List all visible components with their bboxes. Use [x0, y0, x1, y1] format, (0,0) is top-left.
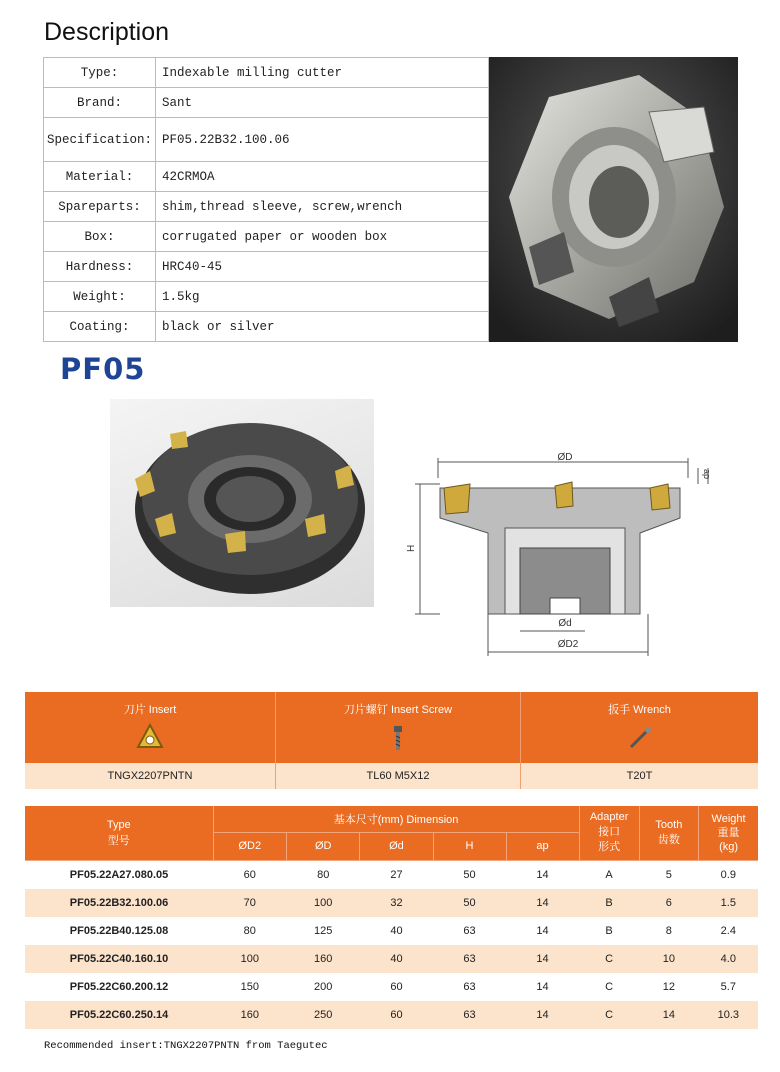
- dim-label-d: Ød: [558, 618, 572, 629]
- table-cell: 8: [639, 917, 698, 945]
- table-cell: C: [579, 945, 639, 973]
- spec-key: Spareparts:: [44, 192, 156, 222]
- spec-row: [44, 192, 489, 222]
- table-cell: 14: [506, 1001, 579, 1029]
- table-cell: 50: [433, 860, 506, 889]
- weight-header: [699, 806, 758, 860]
- table-cell: 60: [213, 860, 287, 889]
- table-cell: 14: [639, 1001, 698, 1029]
- screw-icon: [383, 723, 413, 753]
- technical-drawing: [406, 448, 750, 662]
- table-row: [25, 1001, 758, 1029]
- insert-table: [25, 692, 758, 789]
- spec-value: Indexable milling cutter: [156, 58, 489, 88]
- sub-header: ØD: [287, 832, 360, 860]
- table-cell: 14: [506, 973, 579, 1001]
- table-row: [25, 860, 758, 889]
- sub-header: H: [433, 832, 506, 860]
- table-cell: 60: [360, 973, 433, 1001]
- adapter-header: [579, 806, 639, 860]
- table-cell: 4.0: [699, 945, 758, 973]
- table-cell: 100: [213, 945, 287, 973]
- table-row: [25, 945, 758, 973]
- spec-table: [43, 57, 489, 342]
- spec-value: shim,thread sleeve, screw,wrench: [156, 192, 489, 222]
- table-cell: 40: [360, 917, 433, 945]
- dim-label-H: H: [406, 544, 417, 552]
- type-cell: PF05.22B40.125.08: [25, 917, 213, 945]
- series-name: PF05: [60, 352, 146, 386]
- spec-value: corrugated paper or wooden box: [156, 222, 489, 252]
- weight-header-unit: (kg): [719, 840, 739, 853]
- table-cell: B: [579, 889, 639, 917]
- table-cell: 63: [433, 945, 506, 973]
- screw-value: TL60 M5X12: [276, 763, 521, 789]
- table-cell: 14: [506, 917, 579, 945]
- dim-label-D: ØD: [557, 452, 573, 463]
- type-cell: PF05.22A27.080.05: [25, 860, 213, 889]
- type-cell: PF05.22C60.200.12: [25, 973, 213, 1001]
- type-header: [25, 806, 213, 860]
- spec-key: Specification:: [44, 118, 156, 162]
- type-cell: PF05.22B32.100.06: [25, 889, 213, 917]
- spec-row: [44, 282, 489, 312]
- table-cell: 80: [213, 917, 287, 945]
- sub-header: ØD2: [213, 832, 287, 860]
- table-cell: 125: [287, 917, 360, 945]
- wrench-icon: [625, 723, 655, 753]
- screw-header: 刀片螺钉 Insert Screw: [343, 704, 453, 716]
- table-cell: 6: [639, 889, 698, 917]
- table-cell: 80: [287, 860, 360, 889]
- spec-row: [44, 118, 489, 162]
- table-cell: 5.7: [699, 973, 758, 1001]
- tooth-header-en: Tooth: [655, 818, 683, 831]
- table-cell: 27: [360, 860, 433, 889]
- screw-header-cell: [276, 692, 521, 763]
- spec-value: Sant: [156, 88, 489, 118]
- spec-row: [44, 162, 489, 192]
- cutter-render-image: [110, 399, 374, 607]
- adapter-header-cn1: 接口: [598, 826, 621, 839]
- wrench-header-cell: [521, 692, 759, 763]
- type-header-cn: 型号: [107, 834, 130, 847]
- spec-value: PF05.22B32.100.06: [156, 118, 489, 162]
- weight-header-en: Weight: [711, 812, 746, 825]
- table-cell: 250: [287, 1001, 360, 1029]
- spec-key: Coating:: [44, 312, 156, 342]
- table-cell: 14: [506, 860, 579, 889]
- product-photo: [489, 57, 738, 342]
- dimension-table: [25, 806, 758, 1029]
- spec-key: Material:: [44, 162, 156, 192]
- table-cell: 63: [433, 973, 506, 1001]
- table-cell: C: [579, 973, 639, 1001]
- table-cell: 40: [360, 945, 433, 973]
- table-cell: 10: [639, 945, 698, 973]
- wrench-header: 扳手 Wrench: [608, 704, 671, 716]
- table-cell: 63: [433, 1001, 506, 1029]
- spec-key: Weight:: [44, 282, 156, 312]
- spec-key: Brand:: [44, 88, 156, 118]
- spec-row: [44, 312, 489, 342]
- spec-value: 1.5kg: [156, 282, 489, 312]
- spec-row: [44, 58, 489, 88]
- wrench-value: T20T: [521, 763, 759, 789]
- table-cell: 14: [506, 945, 579, 973]
- sub-header: Ød: [360, 832, 433, 860]
- table-cell: C: [579, 1001, 639, 1029]
- table-cell: 10.3: [699, 1001, 758, 1029]
- table-cell: 160: [287, 945, 360, 973]
- insert-value: TNGX2207PNTN: [25, 763, 276, 789]
- type-header-en: Type: [106, 818, 131, 831]
- table-cell: 150: [213, 973, 287, 1001]
- triangle-insert-icon: [136, 723, 164, 751]
- table-cell: 60: [360, 1001, 433, 1029]
- table-cell: 1.5: [699, 889, 758, 917]
- type-cell: PF05.22C40.160.10: [25, 945, 213, 973]
- adapter-header-cn2: 形式: [598, 841, 621, 854]
- table-cell: 70: [213, 889, 287, 917]
- spec-key: Box:: [44, 222, 156, 252]
- type-cell: PF05.22C60.250.14: [25, 1001, 213, 1029]
- spec-key: Hardness:: [44, 252, 156, 282]
- dim-label-ap: ap: [702, 468, 712, 480]
- table-cell: 200: [287, 973, 360, 1001]
- adapter-header-en: Adapter: [589, 811, 629, 824]
- weight-header-cn: 重量: [717, 826, 740, 839]
- insert-header: 刀片 Insert: [123, 704, 177, 716]
- table-row: [25, 889, 758, 917]
- spec-value: HRC40-45: [156, 252, 489, 282]
- section-title: Description: [44, 18, 170, 46]
- table-cell: 63: [433, 917, 506, 945]
- spec-row: [44, 252, 489, 282]
- table-cell: A: [579, 860, 639, 889]
- table-cell: 12: [639, 973, 698, 1001]
- table-cell: B: [579, 917, 639, 945]
- table-cell: 100: [287, 889, 360, 917]
- spec-value: 42CRMOA: [156, 162, 489, 192]
- tooth-header: [639, 806, 698, 860]
- dimension-header: 基本尺寸(mm) Dimension: [213, 806, 579, 832]
- spec-value: black or silver: [156, 312, 489, 342]
- dim-label-D2: ØD2: [557, 639, 579, 650]
- table-cell: 2.4: [699, 917, 758, 945]
- table-cell: 5: [639, 860, 698, 889]
- insert-header-cell: [25, 692, 276, 763]
- footer-note: Recommended insert:TNGX2207PNTN from Taegutec: [44, 1040, 328, 1052]
- table-cell: 14: [506, 889, 579, 917]
- table-cell: 160: [213, 1001, 287, 1029]
- sub-header: ap: [506, 832, 579, 860]
- spec-key: Type:: [44, 58, 156, 88]
- table-row: [25, 973, 758, 1001]
- dimension-table-body: [25, 860, 758, 1029]
- table-cell: 32: [360, 889, 433, 917]
- table-row: [25, 917, 758, 945]
- tooth-header-cn: 齿数: [657, 833, 680, 846]
- spec-row: [44, 88, 489, 118]
- spec-row: [44, 222, 489, 252]
- table-cell: 0.9: [699, 860, 758, 889]
- table-cell: 50: [433, 889, 506, 917]
